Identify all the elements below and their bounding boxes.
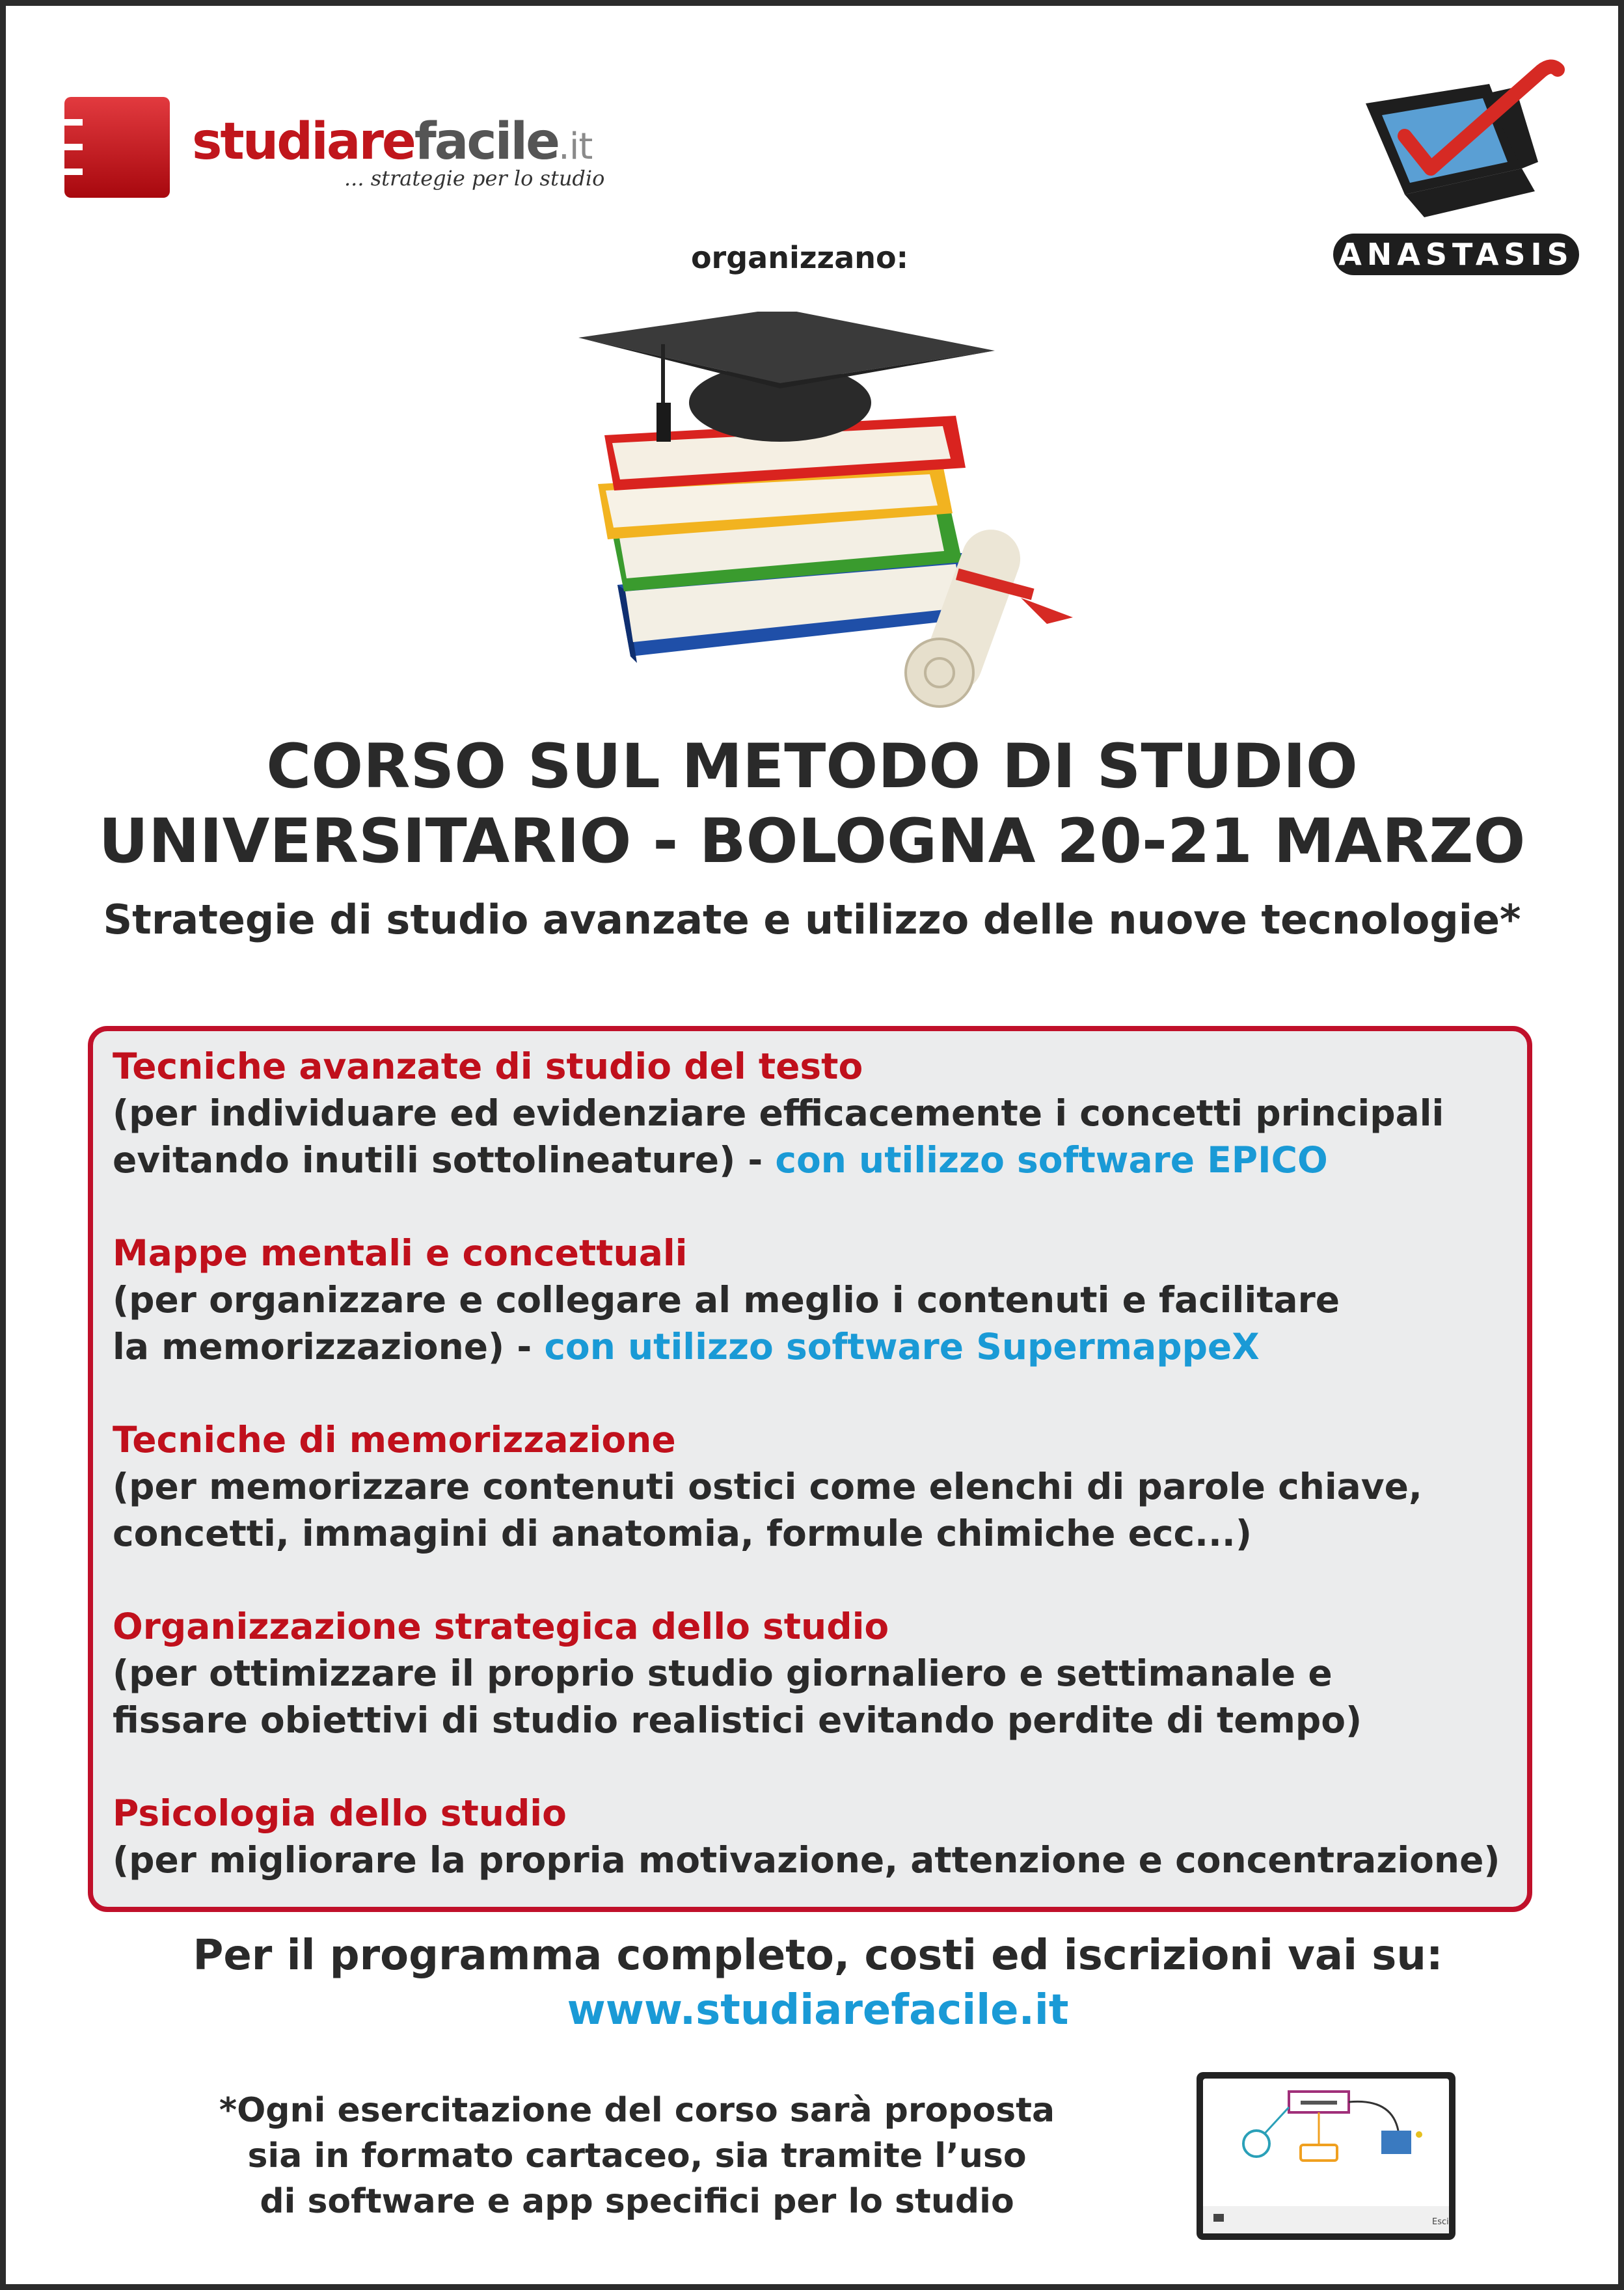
anastasis-monitor-icon <box>1327 58 1587 234</box>
wordmark-part-facile: facile <box>414 113 559 171</box>
topic-item <box>113 1416 1422 1557</box>
footnote-line: di software e app specifici per lo studio <box>260 2182 1014 2221</box>
wordmark-part-it: .it <box>558 126 593 168</box>
topic-description-line: concetti, immagini di anatomia, formule chimiche ecc...) <box>113 1513 1252 1554</box>
topic-item <box>113 1230 1340 1370</box>
studiarefacile-logo-mark <box>64 97 170 198</box>
topic-item <box>113 1790 1500 1883</box>
studiarefacile-logo[interactable] <box>64 96 605 200</box>
topic-description-line: fissare obiettivi di studio realistici evitando perdite di tempo) <box>113 1699 1362 1741</box>
topic-description-line: (per migliorare la propria motivazione, attenzione e concentrazione) <box>113 1839 1500 1881</box>
comment-icon <box>1213 2214 1224 2222</box>
topic-heading: Mappe mentali e concettuali <box>113 1232 688 1274</box>
topic-description-line: (per memorizzare contenuti ostici come elenchi di parole chiave, <box>113 1466 1422 1507</box>
topic-item <box>113 1603 1362 1744</box>
anastasis-wordmark: ANASTASIS <box>1333 234 1579 275</box>
studiarefacile-wordmark <box>192 113 592 171</box>
topic-description-line <box>113 1323 1340 1370</box>
topic-description-line: (per organizzare e collegare al meglio i contenuti e facilitare <box>113 1279 1340 1321</box>
tablet-app-screenshot <box>1197 2072 1455 2240</box>
program-cta: Per il programma completo, costi ed iscrizioni vai su: <box>193 1932 1443 1980</box>
topic-description-line <box>113 1137 1444 1183</box>
course-title-line2: UNIVERSITARIO - BOLOGNA 20-21 MARZO <box>98 806 1526 877</box>
software-highlight: con utilizzo software SupermappeX <box>544 1326 1260 1367</box>
topic-heading: Tecniche di memorizzazione <box>113 1419 676 1461</box>
course-title-line1: CORSO SUL METODO DI STUDIO <box>266 731 1358 802</box>
topic-description-text: la memorizzazione) - <box>113 1326 545 1367</box>
website-link[interactable]: www.studiarefacile.it <box>567 1986 1069 2034</box>
topic-description-line: (per individuare ed evidenziare efficacemente i concetti principali <box>113 1092 1444 1134</box>
graduation-books-illustration <box>565 312 1112 728</box>
topic-heading: Organizzazione strategica dello studio <box>113 1606 889 1647</box>
footnote-line: sia in formato cartaceo, sia tramite l’uso <box>247 2136 1027 2176</box>
intro-text: organizzano: <box>690 240 909 275</box>
topic-item <box>113 1043 1444 1183</box>
topic-heading: Tecniche avanzate di studio del testo <box>113 1045 863 1087</box>
topic-heading: Psicologia dello studio <box>113 1792 567 1834</box>
topics-box <box>88 1026 1532 1912</box>
footnote <box>201 2088 1073 2224</box>
topic-description-text: evitando inutili sottolineature) - <box>113 1139 776 1181</box>
footnote-line: *Ogni esercitazione del corso sarà proposta <box>219 2091 1055 2130</box>
tablet-exit-label: Esci <box>1432 2217 1449 2227</box>
wordmark-part-studiare: studiare <box>192 113 414 171</box>
topic-description-line: (per ottimizzare il proprio studio giornaliero e settimanale e <box>113 1652 1333 1694</box>
studiarefacile-tagline: ... strategie per lo studio <box>344 166 605 191</box>
course-subtitle: Strategie di studio avanzate e utilizzo delle nuove tecnologie* <box>103 896 1521 943</box>
software-highlight: con utilizzo software EPICO <box>775 1139 1328 1181</box>
